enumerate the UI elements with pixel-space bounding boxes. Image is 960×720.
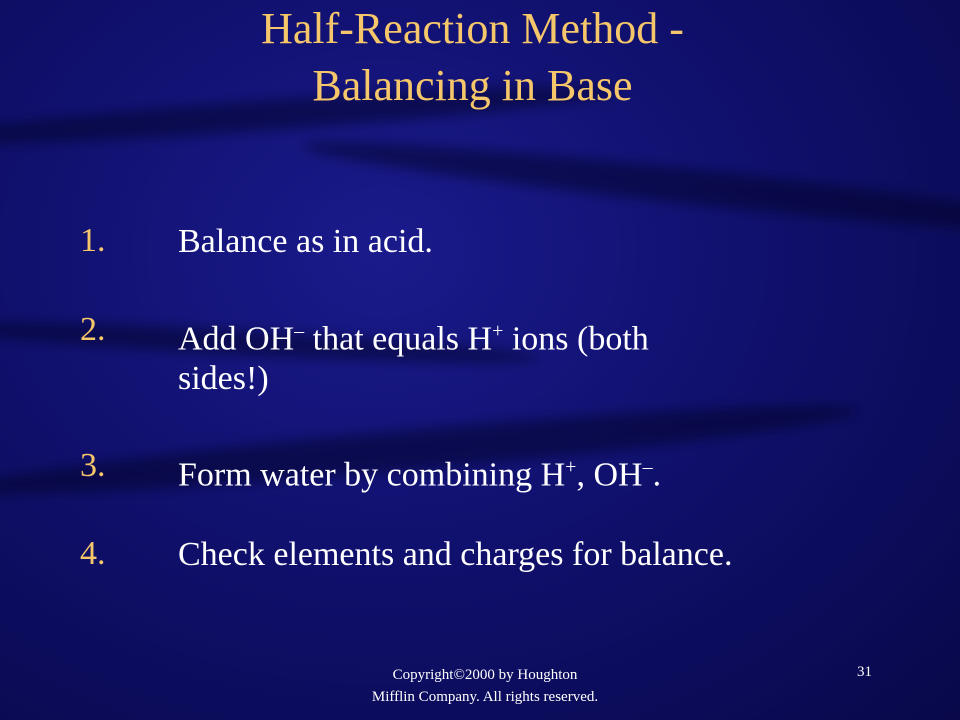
item-number: 3.: [80, 447, 106, 484]
page-number: 31: [857, 664, 872, 680]
item-text: Add OH– that equals H+ ions (both sides!): [178, 320, 649, 398]
item-number: 2.: [80, 311, 106, 348]
item-number: 4.: [80, 535, 106, 572]
copyright-footer: Copyright©2000 by Houghton Mifflin Company. All rights reserved.: [371, 667, 599, 705]
item-text: Form water by combining H+, OH–.: [178, 456, 662, 494]
item-text: Balance as in acid.: [178, 223, 433, 260]
title-line-1: Half-Reaction Method -: [261, 4, 684, 53]
item-number: 1.: [80, 222, 106, 259]
title-line-2: Balancing in Base: [312, 61, 633, 110]
item-text: Check elements and charges for balance.: [178, 536, 733, 573]
slide-title: [0, 0, 945, 114]
